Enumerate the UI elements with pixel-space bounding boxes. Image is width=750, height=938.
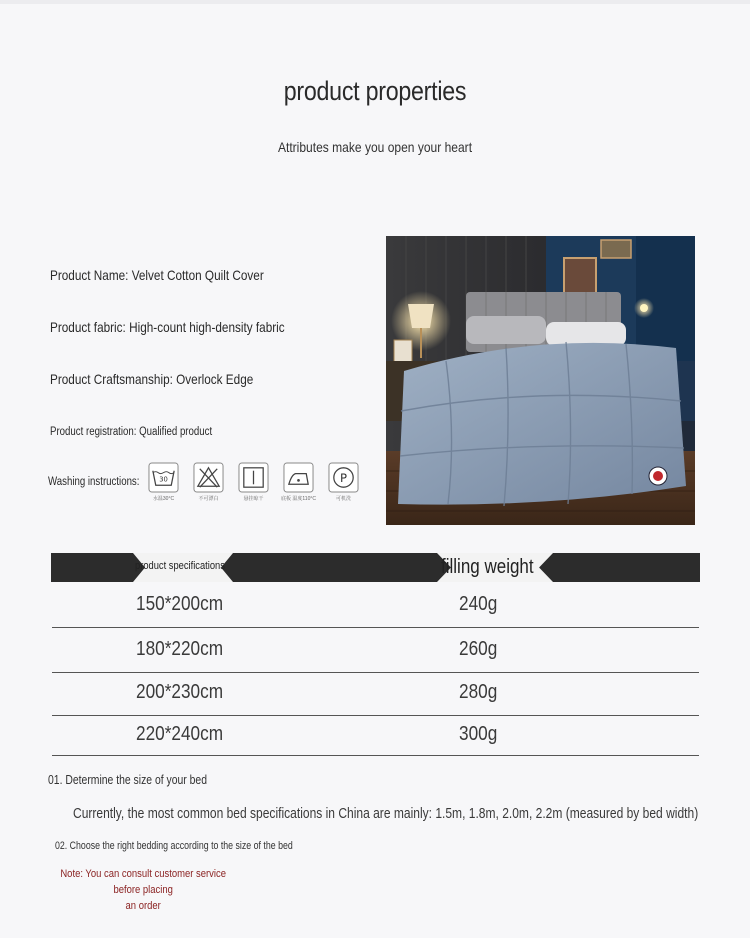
dry-clean-icon: P 可机洗: [326, 462, 361, 502]
svg-text:30: 30: [159, 475, 168, 484]
svg-text:P: P: [339, 470, 348, 485]
product-image: [386, 236, 695, 525]
weight-cell: 260g: [459, 638, 498, 660]
step1-title: 01. Determine the size of your bed: [48, 772, 207, 787]
product-craftsmanship: Product Craftsmanship: Overlock Edge: [50, 371, 254, 387]
page-title: product properties: [283, 76, 467, 106]
weight-cell: 240g: [459, 593, 498, 615]
product-registration: Product registration: Qualified product: [50, 426, 213, 438]
product-fabric: Product fabric: High-count high-density fabric: [50, 319, 285, 335]
step2-title: 02. Choose the right bedding according to the size of the bed: [55, 840, 293, 852]
size-cell: 200*230cm: [136, 681, 224, 703]
washing-instructions-label: Washing instructions:: [48, 476, 140, 488]
table-row: [52, 628, 699, 673]
table-row: [52, 673, 699, 716]
product-name: Product Name: Velvet Cotton Quilt Cover: [50, 267, 264, 283]
size-cell: 180*220cm: [136, 638, 224, 660]
iron-low-icon: 底板 温度110°C: [281, 462, 316, 502]
hang-dry-icon: 悬挂晾干: [236, 462, 271, 502]
top-border: [0, 0, 750, 4]
no-bleach-icon: 不可漂白: [191, 462, 226, 502]
step1-text: Currently, the most common bed specifications in China are mainly: 1.5m, 1.8m, 2.0m, 2.2m (measured by bed width): [73, 806, 699, 822]
size-cell: 150*200cm: [136, 593, 224, 615]
washing-icons: [146, 462, 361, 502]
header-filling-weight: filling weight: [441, 556, 534, 578]
header-product-specifications: product specifications: [135, 560, 225, 572]
spec-table-body: [52, 585, 699, 756]
table-row: [52, 716, 699, 756]
table-row: [52, 585, 699, 628]
weight-cell: 300g: [459, 723, 498, 745]
wash-30-icon: 30 水温30°C: [146, 462, 181, 502]
note-text: Note: You can consult customer service before placing an order: [60, 868, 226, 912]
page-subtitle: Attributes make you open your heart: [277, 139, 473, 155]
spec-table-header: [51, 553, 700, 582]
size-cell: 220*240cm: [136, 723, 224, 745]
weight-cell: 280g: [459, 681, 498, 703]
